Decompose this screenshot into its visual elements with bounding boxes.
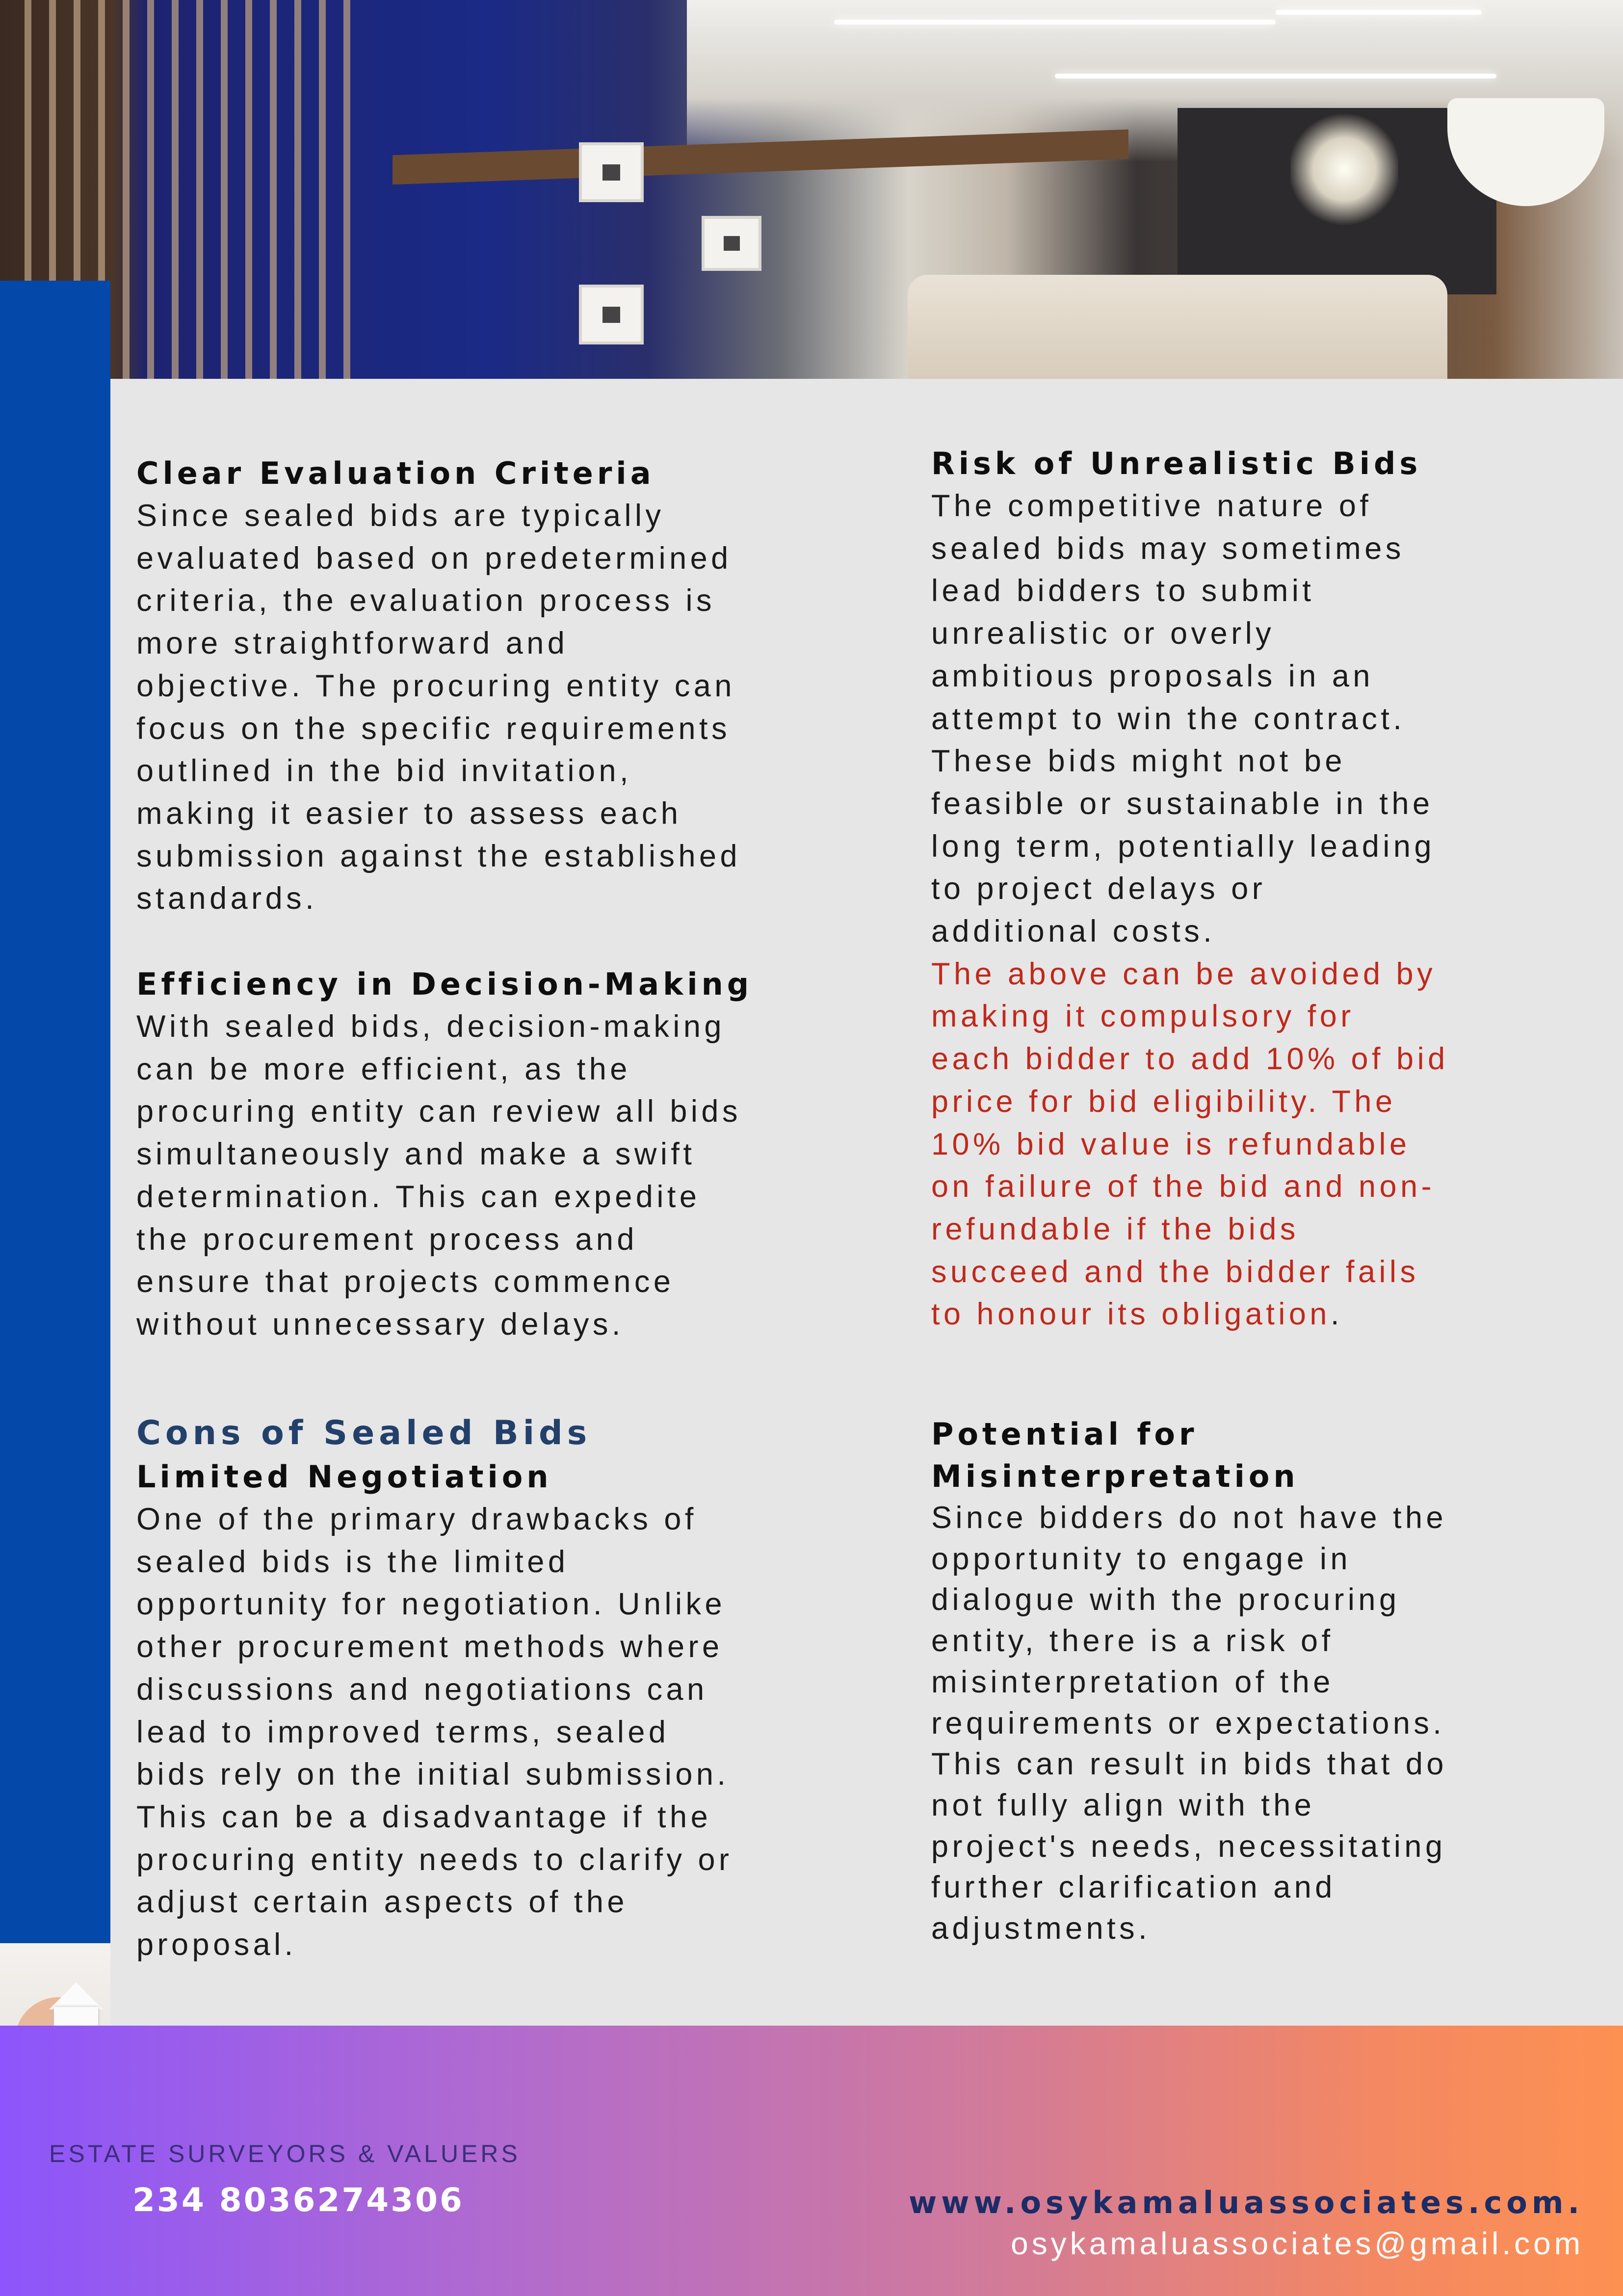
footer-email-link[interactable]: osykamaluassociates@gmail.com [1011,2226,1584,2261]
blue-accent-strip [0,281,110,1943]
footer-tagline: ESTATE SURVEYORS & VALUERS [49,2140,521,2167]
cons-title: Cons of Sealed Bids [136,1414,592,1452]
left-column [136,452,902,920]
unrealistic-bids-section [931,443,1598,1336]
misinterpretation-body: Since bidders do not have the opportunity to engage in dialogue with the procuring entity, there is a risk of misinterpretation of the requirements or expectations. This can result in bids that do not fully align with the project's needs, necessitating further clarification and adjustments. [931,1501,1447,1946]
efficiency-heading: Efficiency in Decision-Making [136,966,753,1002]
efficiency-section [136,963,902,1346]
note-period: . [1330,1297,1343,1332]
limited-negotiation-heading: Limited Negotiation [136,1459,552,1495]
header-interior-photo [0,0,1623,379]
cons-section [136,1411,902,1966]
limited-negotiation-body: One of the primary drawbacks of sealed bids is the limited opportunity for negotiation. Unlike other procurement methods where discussions and negotiations can lead to improved terms, sealed bids rely on the initial submission. This can be a disadvantage if the procuring entity needs to clarify or adjust certain aspects of the proposal. [136,1502,733,1962]
unrealistic-bids-body: The competitive nature of sealed bids may sometimes lead bidders to submit unrealistic or overly ambitious proposals in an attempt to win the contract. These bids might not be feasible or sustainable in the long term, potentially leading to project delays or additional costs. [931,489,1435,949]
clear-evaluation-body: Since sealed bids are typically evaluated based on predetermined criteria, the evaluation process is more straightforward and objective. The procuring entity can focus on the specific requirements outlined in the bid invitation, making it easier to assess each submission against the established standards. [136,499,741,916]
clear-evaluation-heading: Clear Evaluation Criteria [136,455,655,491]
misinterpretation-heading-line1: Potential for [931,1416,1198,1452]
misinterpretation-heading-line2: Misinterpretation [931,1458,1299,1494]
efficiency-body: With sealed bids, decision-making can be more efficient, as the procuring entity can review all bids simultaneously and make a swift determination. This can expedite the procurement process and ensure that projects commence without unnecessary delays. [136,1009,741,1342]
bid-security-note: The above can be avoided by making it compulsory for each bidder to add 10% of bid price for bid eligibility. The 10% bid value is refundable on failure of the bid and non- refundable if the bids succeed and the bidder fails to honour its obligation. [931,956,1449,1332]
misinterpretation-section [931,1413,1598,1950]
footer-website-link[interactable]: www.osykamaluassociates.com. [909,2185,1584,2220]
footer-phone[interactable]: 234 8036274306 [132,2181,464,2219]
unrealistic-bids-heading: Risk of Unrealistic Bids [931,446,1422,481]
